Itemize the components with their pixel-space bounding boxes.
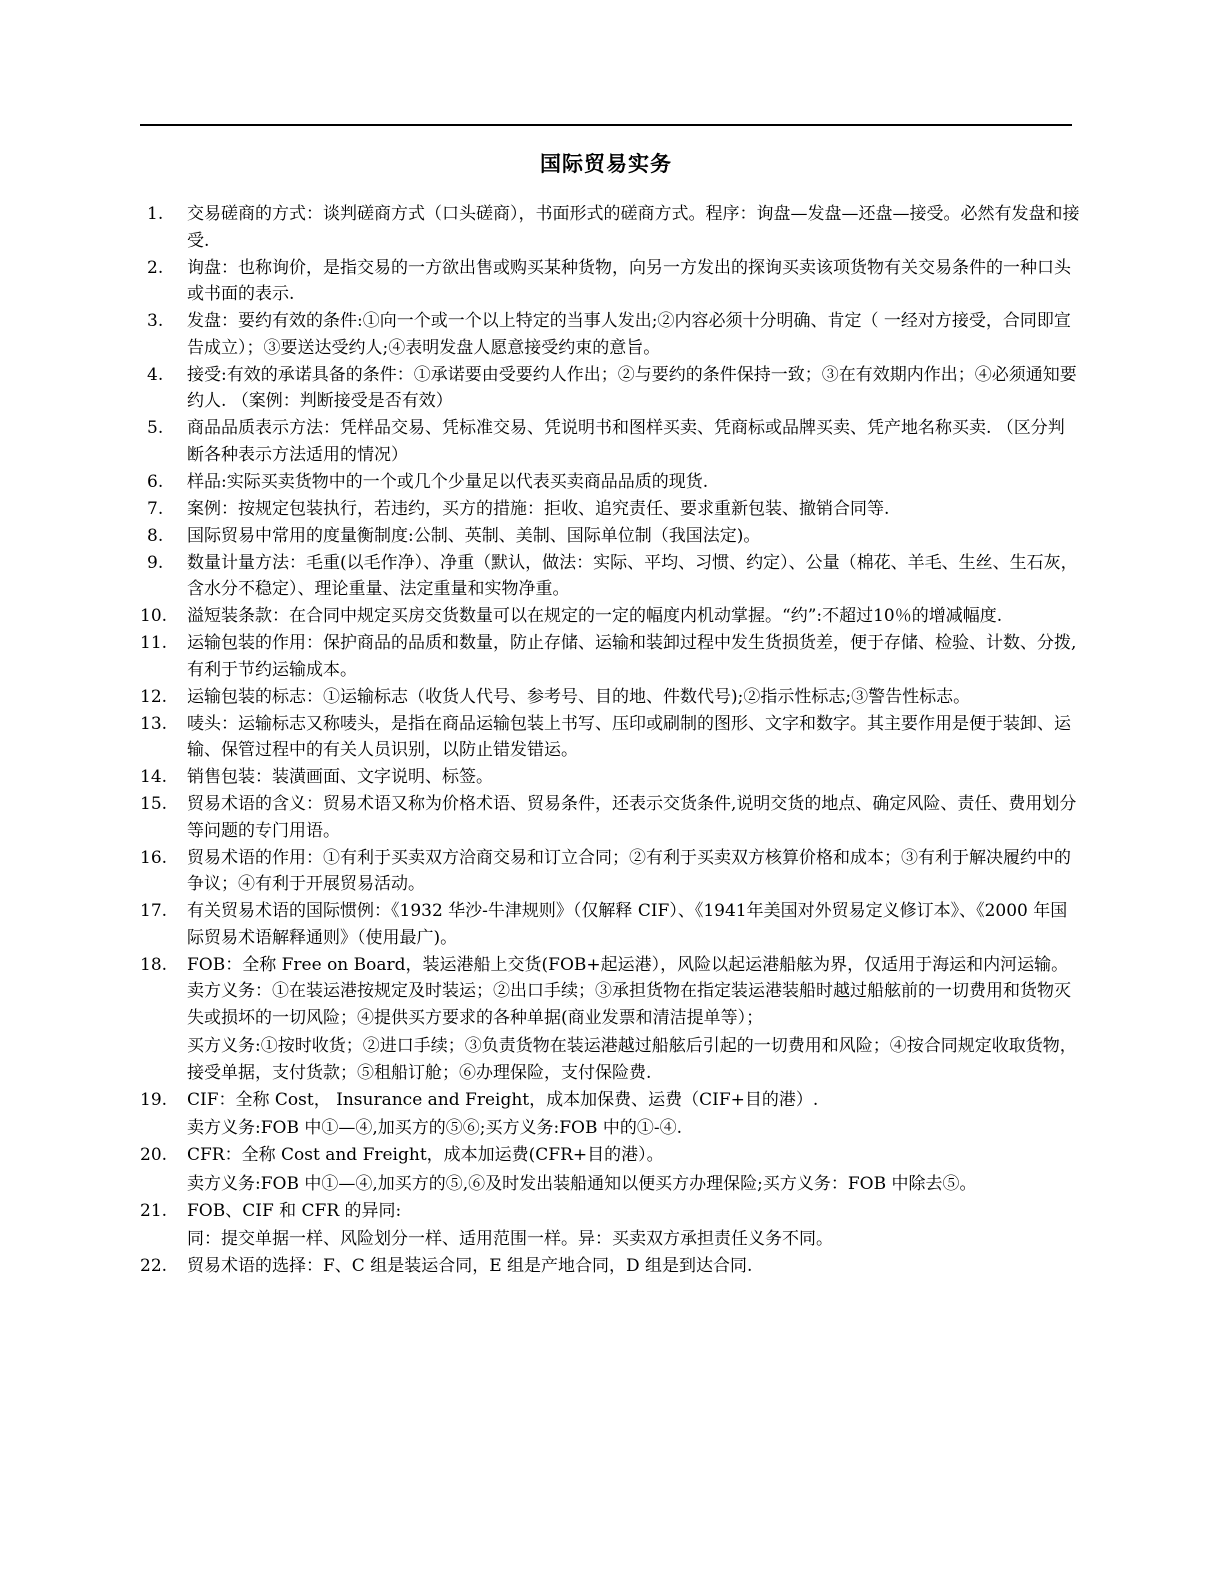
item-text: FOB、CIF 和 CFR 的异同: bbox=[187, 1200, 402, 1221]
item-text: 数量计量方法：毛重(以毛作净）、净重（默认，做法：实际、平均、习惯、约定）、公量（棉花、羊毛、生丝、生石灰，含水分不稳定）、理论重量、法定重量和实物净重。 bbox=[187, 552, 1078, 599]
header-rule bbox=[140, 124, 1072, 126]
item-text: 买方义务:①按时收货；②进口手续；③负责货物在装运港越过船舷后引起的一切费用和风险；④按合同规定收取货物，接受单据，支付货款；⑤租船订舱；⑥办理保险，支付保险费. bbox=[187, 1036, 1077, 1083]
item-text: 卖方义务:FOB 中①—④,加买方的⑤,⑥及时发出装船通知以便买方办理保险;买方义务：FOB 中除去⑤。 bbox=[187, 1173, 977, 1194]
item-number: 21. bbox=[140, 1200, 168, 1221]
item-text: 运输包装的标志：①运输标志（收货人代号、参考号、目的地、件数代号);②指示性标志;③警告性标志。 bbox=[187, 686, 971, 707]
list-item bbox=[140, 711, 1080, 764]
item-number: 7. bbox=[147, 498, 164, 519]
list-item bbox=[140, 550, 1080, 603]
item-number: 17. bbox=[140, 901, 168, 921]
item-number: 6. bbox=[147, 471, 164, 492]
item-text: 交易磋商的方式：谈判磋商方式（口头磋商），书面形式的磋商方式。程序：询盘—发盘—还盘—接受。必然有发盘和接受. bbox=[187, 204, 1080, 251]
item-number: 20. bbox=[140, 1145, 168, 1165]
item-text: 案例：按规定包装执行，若违约，买方的措施：拒收、追究责任、要求重新包装、撤销合同等. bbox=[187, 498, 890, 519]
item-text: 贸易术语的作用：①有利于买卖双方洽商交易和订立合同；②有利于买卖双方核算价格和成本；③有利于解决履约中的争议；④有利于开展贸易活动。 bbox=[187, 847, 1071, 894]
list-item bbox=[140, 496, 1080, 523]
list-item bbox=[140, 1253, 1080, 1280]
list-item bbox=[140, 523, 1080, 550]
list-item bbox=[140, 308, 1080, 361]
item-text: CIF：全称 Cost， Insurance and Freight，成本加保费、运费（CIF+目的港）. bbox=[187, 1089, 819, 1110]
list-item bbox=[140, 845, 1080, 898]
list-item bbox=[140, 603, 1080, 630]
list-item bbox=[140, 469, 1080, 496]
item-number: 16. bbox=[140, 847, 168, 868]
numbered-list bbox=[140, 201, 1080, 1280]
item-text: 接受:有效的承诺具备的条件：①承诺要由受要约人作出；②与要约的条件保持一致；③在有效期内作出；④必须通知要约人. （案例：判断接受是否有效） bbox=[187, 364, 1077, 411]
list-item bbox=[140, 362, 1080, 415]
item-text: 贸易术语的含义：贸易术语又称为价格术语、贸易条件，还表示交货条件,说明交货的地点、确定风险、责任、费用划分等问题的专门用语。 bbox=[187, 794, 1077, 841]
item-number: 13. bbox=[140, 713, 168, 734]
item-text: 运输包装的作用：保护商品的品质和数量，防止存储、运输和装卸过程中发生货损货差，便于存储、检验、计数、分拨,有利于节约运输成本。 bbox=[187, 633, 1077, 680]
list-item bbox=[140, 1087, 1080, 1142]
item-text: 样品:实际买卖货物中的一个或几个少量足以代表买卖商品品质的现货. bbox=[187, 471, 709, 492]
item-text: 商品品质表示方法：凭样品交易、凭标准交易、凭说明书和图样买卖、凭商标或品牌买卖、凭产地名称买卖. （区分判断各种表示方法适用的情况） bbox=[187, 418, 1065, 465]
list-item bbox=[140, 415, 1080, 468]
item-number: 5. bbox=[147, 418, 164, 438]
item-number: 2. bbox=[147, 257, 164, 278]
item-number: 19. bbox=[140, 1089, 168, 1110]
item-number: 15. bbox=[140, 794, 168, 814]
item-number: 4. bbox=[147, 364, 164, 385]
item-text: 国际贸易中常用的度量衡制度:公制、英制、美制、国际单位制（我国法定)。 bbox=[187, 525, 761, 546]
item-number: 8. bbox=[147, 525, 164, 546]
list-item bbox=[140, 791, 1080, 844]
list-item bbox=[140, 255, 1080, 308]
item-text: 发盘：要约有效的条件:①向一个或一个以上特定的当事人发出;②内容必须十分明确、肯定（ 一经对方接受，合同即宣告成立）；③要送达受约人;④表明发盘人愿意接受约束的意旨。 bbox=[187, 311, 1071, 358]
list-item bbox=[140, 952, 1080, 1087]
list-item bbox=[140, 684, 1080, 711]
item-text: 唛头：运输标志又称唛头，是指在商品运输包装上书写、压印或刷制的图形、文字和数字。其主要作用是便于装卸、运输、保管过程中的有关人员识别，以防止错发错运。 bbox=[187, 713, 1071, 760]
item-number: 22. bbox=[140, 1256, 168, 1276]
list-item bbox=[140, 764, 1080, 791]
item-text: 溢短装条款：在合同中规定买房交货数量可以在规定的一定的幅度内机动掌握。“约”:不超过10％的增减幅度. bbox=[187, 606, 1003, 626]
item-number: 9. bbox=[147, 552, 164, 573]
item-text: 有关贸易术语的国际惯例：《1932 华沙-牛津规则》（仅解释 CIF）、《1941年美国对外贸易定义修订本》、《2000 年国际贸易术语解释通则》（使用最广)。 bbox=[187, 901, 1068, 948]
item-text: 卖方义务:FOB 中①—④,加买方的⑤⑥;买方义务:FOB 中的①-④. bbox=[187, 1118, 682, 1138]
item-number: 1. bbox=[147, 204, 164, 224]
item-number: 11. bbox=[140, 633, 168, 653]
item-text: 询盘：也称询价，是指交易的一方欲出售或购买某种货物，向另一方发出的探询买卖该项货物有关交易条件的一种口头或书面的表示. bbox=[187, 257, 1071, 304]
list-item bbox=[140, 898, 1080, 951]
item-number: 18. bbox=[140, 954, 168, 975]
item-text: 贸易术语的选择：F、C 组是装运合同，E 组是产地合同，D 组是到达合同. bbox=[187, 1256, 753, 1276]
item-text: 同：提交单据一样、风险划分一样、适用范围一样。异：买卖双方承担责任义务不同。 bbox=[187, 1229, 833, 1249]
list-item bbox=[140, 630, 1080, 683]
item-text: 销售包装：装潢画面、文字说明、标签。 bbox=[187, 767, 493, 787]
item-text: CFR：全称 Cost and Freight，成本加运费(CFR+目的港）。 bbox=[187, 1145, 664, 1165]
list-item bbox=[140, 1198, 1080, 1253]
item-number: 3. bbox=[147, 311, 164, 331]
item-number: 10. bbox=[140, 606, 168, 626]
list-item bbox=[140, 1142, 1080, 1197]
item-number: 12. bbox=[140, 686, 168, 707]
document-title: 国际贸易实务 bbox=[540, 152, 672, 176]
item-text: FOB：全称 Free on Board，装运港船上交货(FOB+起运港），风险以起运港船舷为界，仅适用于海运和内河运输。卖方义务：①在装运港按规定及时装运；②出口手续；③承担货物在指定装运港装船时越过船舷前的一切费用和货物灭失或损坏的一切风险；④提供买方要求的各种单据(商业发票和清洁提单等）； bbox=[187, 954, 1071, 1028]
list-item bbox=[140, 201, 1080, 254]
item-number: 14. bbox=[140, 767, 168, 787]
